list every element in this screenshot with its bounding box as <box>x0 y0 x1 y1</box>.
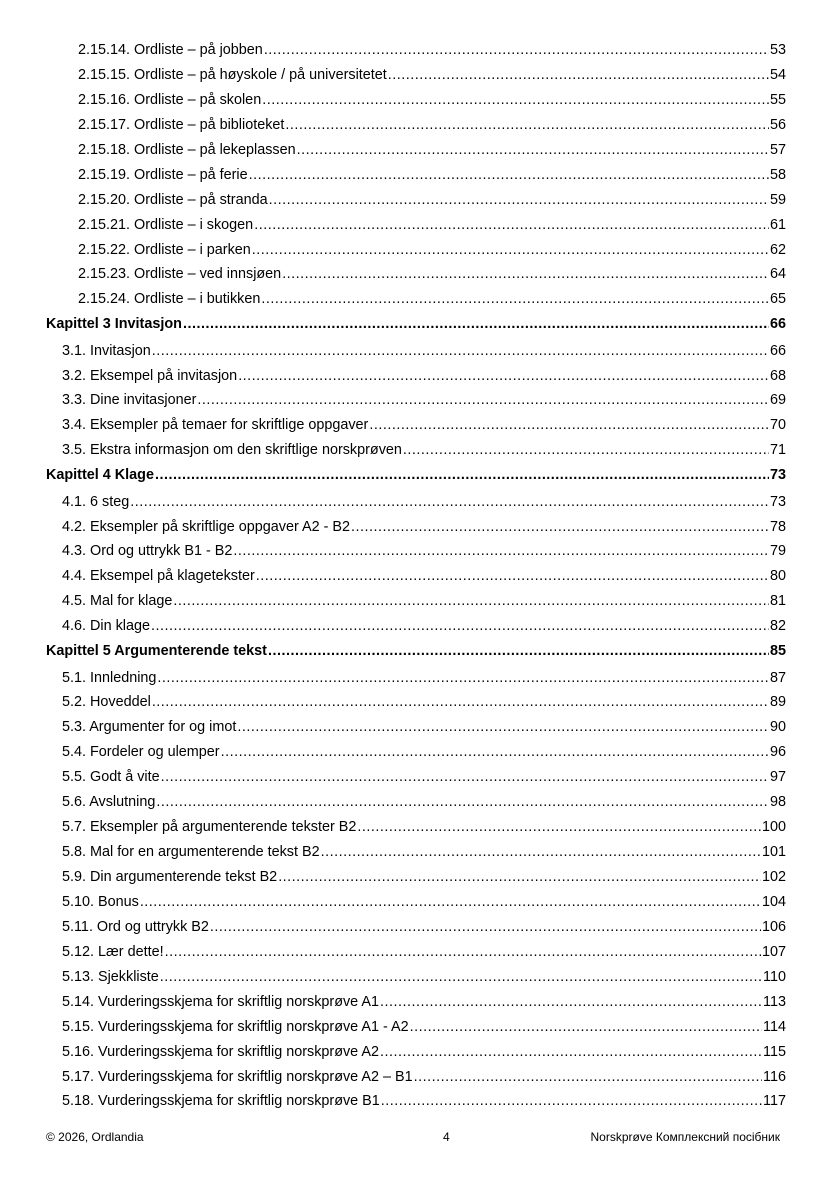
toc-entry-label: 2.15.17. Ordliste – på biblioteket <box>78 116 285 133</box>
toc-entry[interactable] <box>46 670 786 695</box>
toc-entry[interactable] <box>46 519 786 544</box>
toc-entry-page: 96 <box>769 744 786 761</box>
toc-entry[interactable] <box>46 869 786 894</box>
toc-dot-leader <box>130 494 769 510</box>
toc-entry-label: 5.12. Lær dette! <box>62 943 164 960</box>
toc-entry-page: 61 <box>769 216 786 233</box>
toc-entry-label: 5.4. Fordeler og ulemper <box>62 744 220 761</box>
toc-dot-leader <box>297 142 769 158</box>
toc-entry-label: Kapittel 4 Klage <box>46 467 154 484</box>
toc-entry-label: 5.13. Sjekkliste <box>62 968 159 985</box>
toc-entry-label: Kapittel 5 Argumenterende tekst <box>46 643 267 660</box>
toc-entry-page: 62 <box>769 241 786 258</box>
toc-entry[interactable] <box>46 794 786 819</box>
toc-entry-page: 58 <box>769 166 786 183</box>
toc-entry-page: 55 <box>769 91 786 108</box>
toc-entry-page: 110 <box>763 968 786 985</box>
toc-entry[interactable] <box>46 744 786 769</box>
toc-entry[interactable] <box>46 944 786 969</box>
toc-entry-page: 78 <box>769 518 786 535</box>
toc-entry-label: 2.15.16. Ordliste – på skolen <box>78 91 262 108</box>
toc-entry[interactable] <box>46 769 786 794</box>
toc-entry-label: 4.1. 6 steg <box>62 493 130 510</box>
toc-dot-leader <box>264 42 769 58</box>
toc-entry-label: 5.18. Vurderingsskjema for skriftlig norskprøve B1 <box>62 1093 380 1110</box>
toc-entry[interactable] <box>46 618 786 643</box>
table-of-contents <box>46 42 786 1118</box>
toc-entry-page: 71 <box>769 442 786 459</box>
toc-entry-page: 57 <box>769 141 786 158</box>
toc-dot-leader <box>221 744 769 760</box>
toc-entry[interactable] <box>46 242 786 267</box>
toc-chapter-entry[interactable] <box>46 316 786 342</box>
toc-dot-leader <box>140 894 761 910</box>
toc-entry[interactable] <box>46 694 786 719</box>
toc-entry-page: 114 <box>763 1018 786 1035</box>
toc-dot-leader <box>261 291 769 307</box>
toc-entry-label: 2.15.19. Ordliste – på ferie <box>78 166 248 183</box>
toc-entry-page: 106 <box>761 918 786 935</box>
toc-entry-label: 2.15.15. Ordliste – på høyskole / på universitetet <box>78 66 387 83</box>
toc-entry[interactable] <box>46 92 786 117</box>
toc-entry[interactable] <box>46 417 786 442</box>
toc-entry-label: 2.15.18. Ordliste – på lekeplassen <box>78 141 296 158</box>
toc-entry[interactable] <box>46 719 786 744</box>
toc-dot-leader <box>249 167 769 183</box>
toc-entry-label: 2.15.24. Ordliste – i butikken <box>78 291 261 308</box>
toc-entry[interactable] <box>46 167 786 192</box>
toc-entry-page: 82 <box>769 618 786 635</box>
toc-entry-label: 4.6. Din klage <box>62 618 150 635</box>
toc-entry-page: 117 <box>763 1093 786 1110</box>
toc-dot-leader <box>173 593 769 609</box>
footer-page-number: 4 <box>443 1130 450 1144</box>
toc-entry-page: 66 <box>769 342 786 359</box>
toc-entry-page: 69 <box>769 392 786 409</box>
toc-entry-label: 2.15.14. Ordliste – på jobben <box>78 42 263 58</box>
toc-entry[interactable] <box>46 1044 786 1069</box>
toc-chapter-entry[interactable] <box>46 643 786 669</box>
toc-entry-page: 101 <box>761 844 786 861</box>
toc-entry-page: 68 <box>769 367 786 384</box>
toc-entry-label: 5.11. Ord og uttrykk B2 <box>62 918 209 935</box>
toc-dot-leader <box>351 519 769 535</box>
toc-entry-label: 5.15. Vurderingsskjema for skriftlig norskprøve A1 - A2 <box>62 1018 409 1035</box>
toc-entry-page: 115 <box>763 1043 786 1060</box>
footer-copyright: © 2026, Ordlandia <box>46 1130 144 1144</box>
toc-entry-label: 5.17. Vurderingsskjema for skriftlig norskprøve A2 – B1 <box>62 1068 413 1085</box>
toc-dot-leader <box>410 1019 762 1035</box>
toc-dot-leader <box>156 794 769 810</box>
toc-dot-leader <box>210 919 761 935</box>
toc-dot-leader <box>161 769 769 785</box>
toc-entry-label: 4.3. Ord og uttrykk B1 - B2 <box>62 543 233 560</box>
toc-entry[interactable] <box>46 142 786 167</box>
toc-entry[interactable] <box>46 192 786 217</box>
toc-entry[interactable] <box>46 819 786 844</box>
toc-entry-label: 2.15.20. Ordliste – på stranda <box>78 191 268 208</box>
toc-dot-leader <box>268 643 769 659</box>
toc-dot-leader <box>269 192 769 208</box>
toc-entry-page: 73 <box>769 493 786 510</box>
toc-entry-page: 66 <box>769 316 786 333</box>
toc-entry-page: 98 <box>769 794 786 811</box>
toc-dot-leader <box>155 467 769 483</box>
toc-entry-page: 87 <box>769 669 786 686</box>
toc-entry-label: 5.7. Eksempler på argumenterende tekster B2 <box>62 819 357 836</box>
toc-entry-page: 100 <box>761 819 786 836</box>
toc-entry[interactable] <box>46 67 786 92</box>
toc-entry-label: 5.6. Avslutning <box>62 794 156 811</box>
toc-entry-label: 3.4. Eksempler på temaer for skriftlige oppgaver <box>62 417 369 434</box>
toc-entry-label: 5.3. Argumenter for og imot <box>62 719 237 736</box>
toc-entry-page: 90 <box>769 719 786 736</box>
toc-dot-leader <box>403 442 769 458</box>
toc-entry-page: 104 <box>761 893 786 910</box>
toc-entry-page: 53 <box>769 42 786 58</box>
toc-dot-leader <box>414 1069 762 1085</box>
footer-book-title: Norskprøve Комплексний посібник <box>590 1130 780 1144</box>
toc-entry[interactable] <box>46 117 786 142</box>
toc-dot-leader <box>183 316 769 332</box>
toc-dot-leader <box>381 1093 762 1109</box>
toc-entry[interactable] <box>46 1019 786 1044</box>
toc-entry-label: 5.2. Hoveddel <box>62 694 151 711</box>
toc-dot-leader <box>197 392 769 408</box>
toc-dot-leader <box>256 568 769 584</box>
toc-entry-page: 85 <box>769 643 786 660</box>
toc-dot-leader <box>388 67 769 83</box>
toc-dot-leader <box>380 1044 762 1060</box>
toc-dot-leader <box>254 217 769 233</box>
toc-entry[interactable] <box>46 392 786 417</box>
toc-entry-page: 64 <box>769 266 786 283</box>
toc-entry-page: 73 <box>769 467 786 484</box>
toc-entry[interactable] <box>46 42 786 67</box>
toc-entry[interactable] <box>46 894 786 919</box>
toc-dot-leader <box>252 242 769 258</box>
toc-entry-label: 5.10. Bonus <box>62 893 139 910</box>
toc-entry[interactable] <box>46 994 786 1019</box>
toc-entry-page: 97 <box>769 769 786 786</box>
toc-entry-page: 102 <box>761 869 786 886</box>
toc-dot-leader <box>321 844 761 860</box>
toc-dot-leader <box>165 944 761 960</box>
toc-dot-leader <box>238 368 769 384</box>
toc-entry[interactable] <box>46 266 786 291</box>
toc-entry-label: Kapittel 3 Invitasjon <box>46 316 182 333</box>
toc-entry-page: 56 <box>769 116 786 133</box>
toc-entry[interactable] <box>46 494 786 519</box>
toc-entry-page: 65 <box>769 291 786 308</box>
toc-entry[interactable] <box>46 291 786 316</box>
toc-entry[interactable] <box>46 217 786 242</box>
toc-entry[interactable] <box>46 593 786 618</box>
toc-dot-leader <box>160 969 762 985</box>
toc-dot-leader <box>278 869 761 885</box>
toc-entry-page: 113 <box>763 993 786 1010</box>
toc-entry-label: 3.5. Ekstra informasjon om den skriftlige norskprøven <box>62 442 402 459</box>
toc-entry[interactable] <box>46 343 786 368</box>
toc-entry[interactable] <box>46 568 786 593</box>
toc-entry-page: 80 <box>769 568 786 585</box>
toc-dot-leader <box>157 670 769 686</box>
toc-dot-leader <box>237 719 769 735</box>
toc-entry-label: 5.1. Innledning <box>62 669 157 686</box>
toc-entry-label: 5.5. Godt å vite <box>62 769 160 786</box>
toc-dot-leader <box>262 92 769 108</box>
toc-dot-leader <box>152 343 769 359</box>
toc-entry[interactable] <box>46 919 786 944</box>
toc-entry-page: 79 <box>769 543 786 560</box>
toc-entry-page: 54 <box>769 66 786 83</box>
toc-entry-label: 3.2. Eksempel på invitasjon <box>62 367 238 384</box>
toc-entry-label: 2.15.21. Ordliste – i skogen <box>78 216 254 233</box>
toc-entry-page: 107 <box>761 943 786 960</box>
toc-entry-label: 5.8. Mal for en argumenterende tekst B2 <box>62 844 320 861</box>
toc-entry-label: 4.4. Eksempel på klagetekster <box>62 568 255 585</box>
toc-entry[interactable] <box>46 368 786 393</box>
toc-entry[interactable] <box>46 1069 786 1094</box>
toc-entry-label: 2.15.22. Ordliste – i parken <box>78 241 251 258</box>
toc-entry-label: 4.2. Eksempler på skriftlige oppgaver A2 - B2 <box>62 518 350 535</box>
toc-entry[interactable] <box>46 844 786 869</box>
toc-dot-leader <box>357 819 761 835</box>
toc-entry-label: 3.1. Invitasjon <box>62 342 151 359</box>
toc-entry-label: 5.14. Vurderingsskjema for skriftlig norskprøve A1 <box>62 993 379 1010</box>
toc-entry-page: 59 <box>769 191 786 208</box>
toc-chapter-entry[interactable] <box>46 467 786 493</box>
toc-entry-page: 116 <box>763 1068 786 1085</box>
toc-dot-leader <box>369 417 769 433</box>
toc-entry[interactable] <box>46 442 786 467</box>
toc-entry-label: 3.3. Dine invitasjoner <box>62 392 197 409</box>
toc-dot-leader <box>285 117 769 133</box>
toc-entry-label: 5.16. Vurderingsskjema for skriftlig norskprøve A2 <box>62 1043 379 1060</box>
toc-entry-label: 4.5. Mal for klage <box>62 593 173 610</box>
toc-dot-leader <box>282 266 769 282</box>
toc-dot-leader <box>151 618 769 634</box>
toc-entry[interactable] <box>46 1093 786 1118</box>
toc-dot-leader <box>380 994 762 1010</box>
toc-dot-leader <box>233 543 769 559</box>
toc-entry-label: 5.9. Din argumenterende tekst B2 <box>62 869 278 886</box>
toc-entry-page: 81 <box>769 593 786 610</box>
toc-dot-leader <box>152 694 769 710</box>
toc-entry-page: 70 <box>769 417 786 434</box>
toc-entry-label: 2.15.23. Ordliste – ved innsjøen <box>78 266 282 283</box>
toc-entry[interactable] <box>46 543 786 568</box>
toc-entry[interactable] <box>46 969 786 994</box>
toc-entry-page: 89 <box>769 694 786 711</box>
